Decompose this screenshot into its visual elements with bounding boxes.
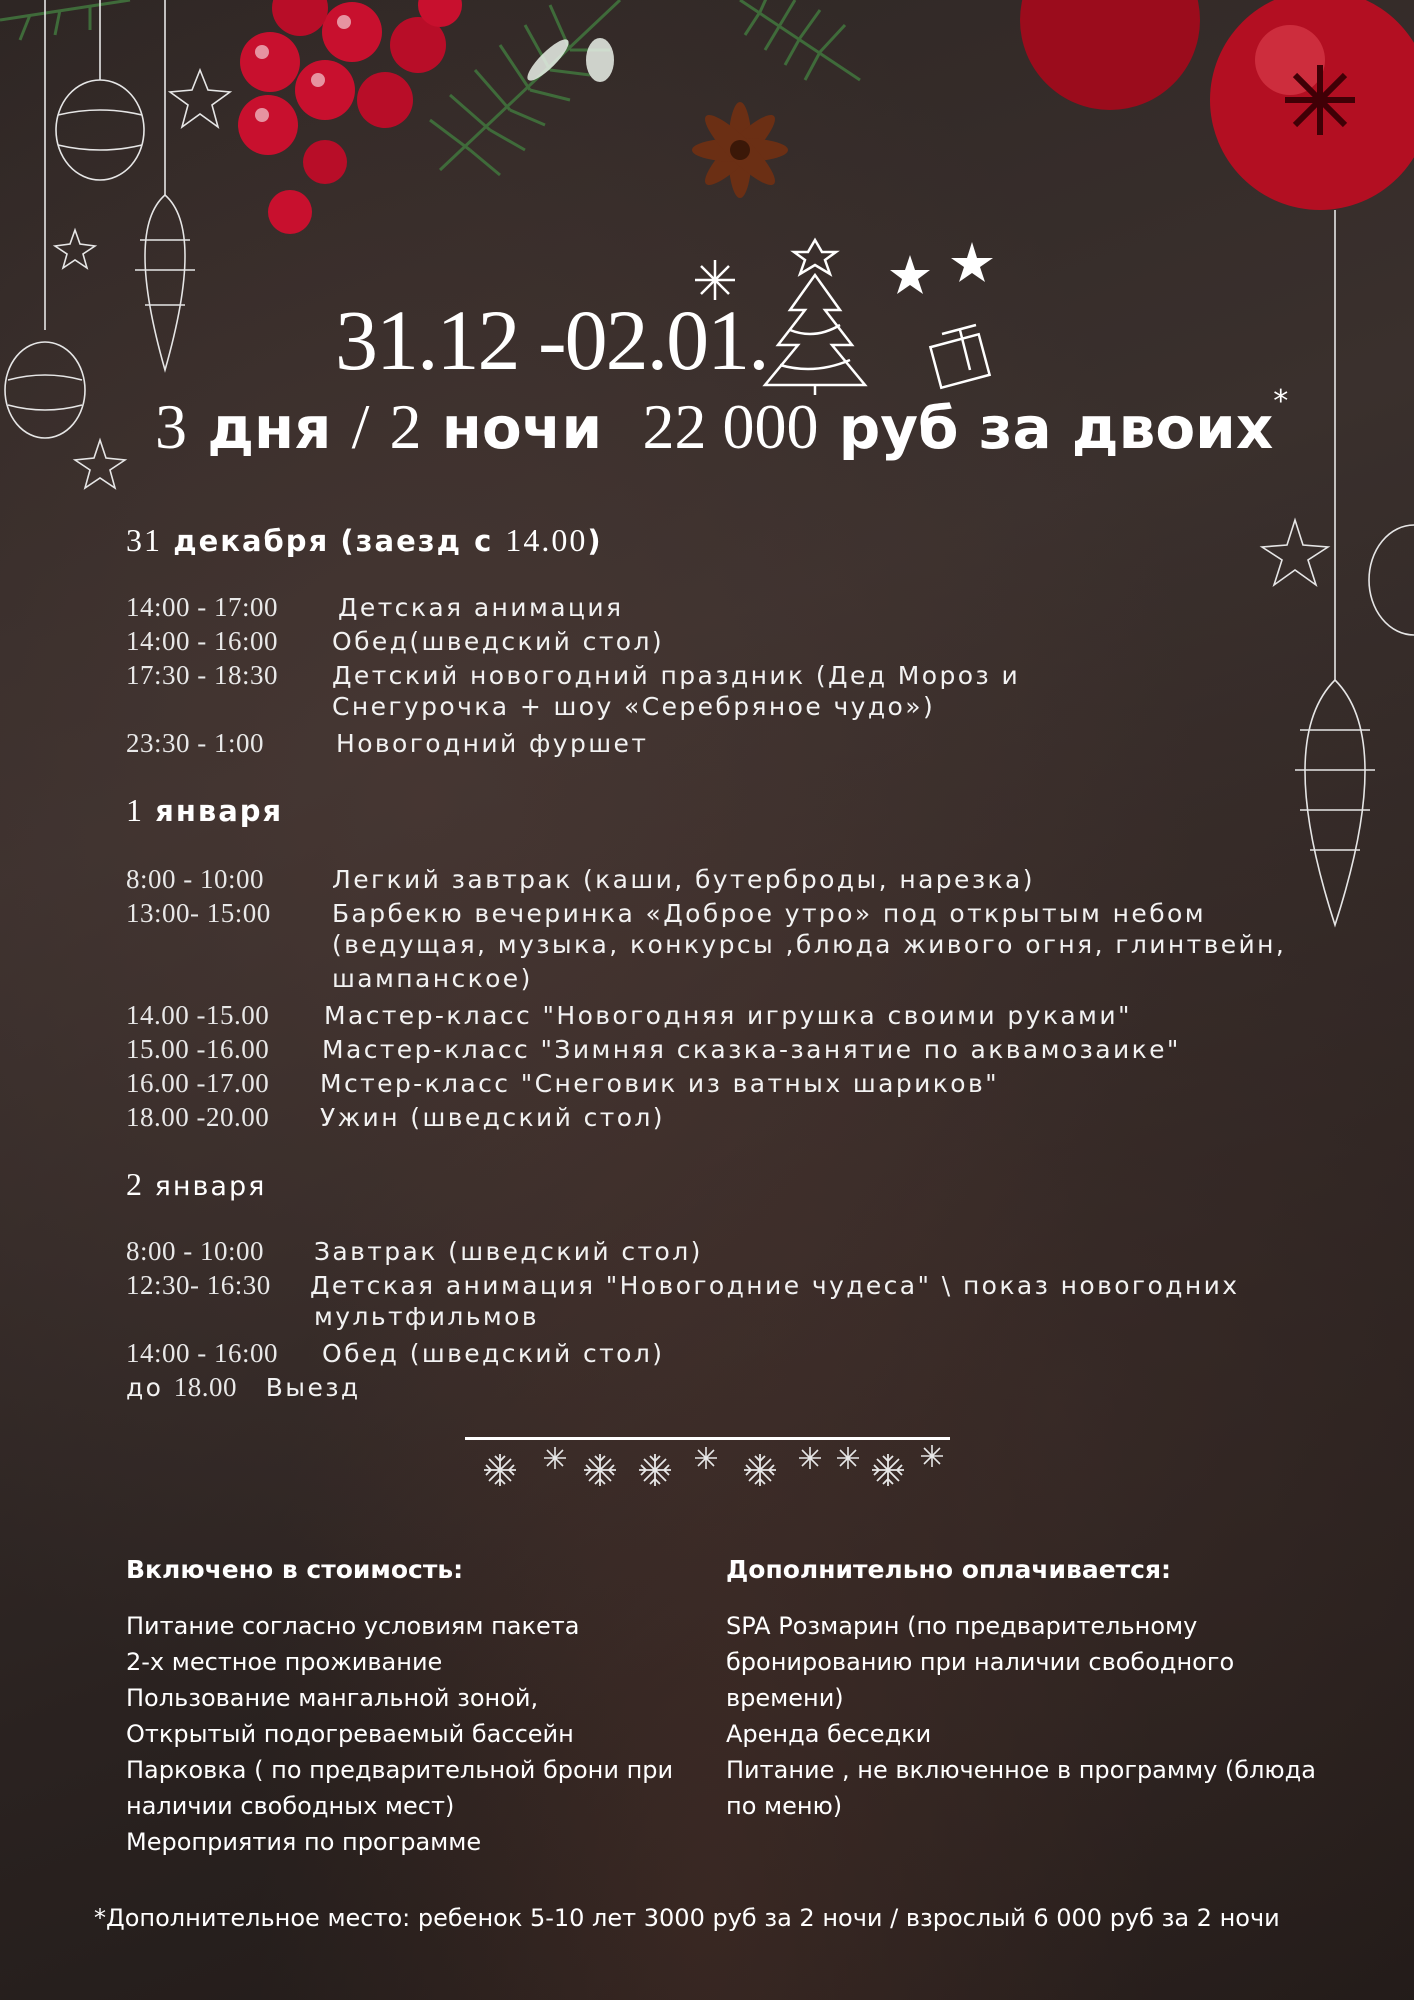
extra-item: Питание , не включенное в программу (блюда <box>726 1756 1316 1784</box>
day3-row-time: 14:00 - 16:00 <box>126 1338 278 1368</box>
headline-nights-word: ночи <box>441 394 603 462</box>
day1-row-text: Детская анимация <box>338 593 624 622</box>
day1-row-text: Новогодний фуршет <box>336 729 649 758</box>
day2-row-time: 15.00 -16.00 <box>126 1034 270 1064</box>
day1-row <box>126 726 648 761</box>
day2-row-text: Мастер-класс "Новогодняя игрушка своими руками" <box>324 1001 1132 1030</box>
day3-title-num: 2 <box>126 1166 144 1202</box>
day2-row-time: 13:00- 15:00 <box>126 898 271 928</box>
day1-row-time: 17:30 - 18:30 <box>126 660 278 690</box>
day1-title-close: ) <box>587 524 603 558</box>
day2-row <box>126 1100 665 1135</box>
day2-row-text: Ужин (шведский стол) <box>320 1103 665 1132</box>
day1-row-continuation: Снегурочка + шоу «Серебряное чудо») <box>332 692 936 721</box>
extra-item: бронированию при наличии свободного <box>726 1648 1235 1676</box>
day2-row-text: Мстер-класс "Снеговик из ватных шариков" <box>320 1069 999 1098</box>
extra-item: Аренда беседки <box>726 1720 932 1748</box>
event-dates: 31.12 -02.01. <box>335 292 768 388</box>
day3-row-checkout <box>126 1370 361 1405</box>
day3-title <box>126 1166 266 1203</box>
included-item: Питание согласно условиям пакета <box>126 1612 580 1640</box>
included-item: Открытый подогреваемый бассейн <box>126 1720 574 1748</box>
included-item: Парковка ( по предварительной брони при <box>126 1756 674 1784</box>
included-item: Мероприятия по программе <box>126 1828 482 1856</box>
day1-title-text: декабря <box>173 524 330 558</box>
headline-asterisk: * <box>1273 384 1289 419</box>
headline-slash: / <box>351 391 370 462</box>
included-list <box>126 1608 673 1860</box>
day2-row-text: Барбекю вечеринка «Доброе утро» под открытым небом <box>332 899 1206 928</box>
day2-row-continuation: (ведущая, музыка, конкурсы ,блюда живого огня, глинтвейн, <box>332 930 1287 959</box>
day1-row <box>126 624 664 659</box>
footnote-extra-bed: *Дополнительное место: ребенок 5-10 лет 3000 руб за 2 ночи / взрослый 6 000 руб за 2 ночи <box>94 1904 1280 1932</box>
day1-row-time: 14:00 - 17:00 <box>126 592 278 622</box>
day1-title-num: 31 <box>126 522 162 558</box>
day3-checkout-time: 18.00 <box>173 1372 237 1402</box>
headline-price: 22 000 <box>642 391 819 462</box>
day2-title-num: 1 <box>126 792 144 828</box>
day2-row-time: 8:00 - 10:00 <box>126 864 264 894</box>
day1-row <box>126 658 1020 693</box>
extra-title: Дополнительно оплачивается: <box>726 1555 1172 1584</box>
included-item: наличии свободных мест) <box>126 1792 455 1820</box>
day2-row-continuation: шампанское) <box>332 964 533 993</box>
included-item: Пользование мангальной зоной, <box>126 1684 539 1712</box>
day2-row-time: 18.00 -20.00 <box>126 1102 270 1132</box>
day2-row-text: Легкий завтрак (каши, бутерброды, нарезка) <box>332 865 1035 894</box>
day3-row <box>126 1336 664 1371</box>
day3-row <box>126 1234 703 1269</box>
headline-days-word: дня <box>207 394 332 462</box>
day2-row-text: Мастер-класс "Зимняя сказка-занятие по аквамозаике" <box>322 1035 1181 1064</box>
extra-item: SPA Розмарин (по предварительному <box>726 1612 1198 1640</box>
day2-row <box>126 1032 1181 1067</box>
day3-row-time: 12:30- 16:30 <box>126 1270 271 1300</box>
day1-row-text: Детский новогодний праздник (Дед Мороз и <box>332 661 1021 690</box>
headline-price-suffix: руб за двоих <box>838 394 1274 462</box>
extra-item: времени) <box>726 1684 844 1712</box>
snowflake-divider-decoration <box>470 1440 950 1500</box>
day1-row-text: Обед(шведский стол) <box>332 627 665 656</box>
headline-nights-num: 2 <box>389 391 422 462</box>
day2-row <box>126 896 1206 931</box>
included-item: 2-х местное проживание <box>126 1648 443 1676</box>
day2-row <box>126 998 1132 1033</box>
day3-row <box>126 1268 1239 1303</box>
day1-title-note: (заезд с <box>340 524 506 558</box>
headline-days-num: 3 <box>155 391 187 462</box>
day3-row-text: Обед (шведский стол) <box>322 1339 665 1368</box>
extra-item: по меню) <box>726 1792 843 1820</box>
day3-title-text: января <box>154 1171 267 1202</box>
day2-row <box>126 1066 999 1101</box>
day3-row-time: 8:00 - 10:00 <box>126 1236 264 1266</box>
day1-row-time: 14:00 - 16:00 <box>126 626 278 656</box>
day2-title <box>126 792 283 829</box>
day3-checkout-text: Выезд <box>265 1373 361 1402</box>
day2-row-time: 16.00 -17.00 <box>126 1068 270 1098</box>
included-title: Включено в стоимость: <box>126 1555 464 1584</box>
headline <box>155 384 1289 464</box>
extra-list <box>726 1608 1316 1824</box>
day3-row-text: Завтрак (шведский стол) <box>314 1237 703 1266</box>
day1-row <box>126 590 623 625</box>
day3-row-text: Детская анимация "Новогодние чудеса" \ показ новогодних <box>310 1271 1240 1300</box>
day2-row-time: 14.00 -15.00 <box>126 1000 270 1030</box>
day3-checkout-prefix: до <box>126 1373 164 1402</box>
day1-row-time: 23:30 - 1:00 <box>126 728 264 758</box>
day1-title <box>126 522 603 559</box>
day1-title-time: 14.00 <box>505 522 588 558</box>
day2-row <box>126 862 1035 897</box>
day2-title-text: января <box>155 794 284 828</box>
day3-row-continuation: мультфильмов <box>314 1302 539 1331</box>
